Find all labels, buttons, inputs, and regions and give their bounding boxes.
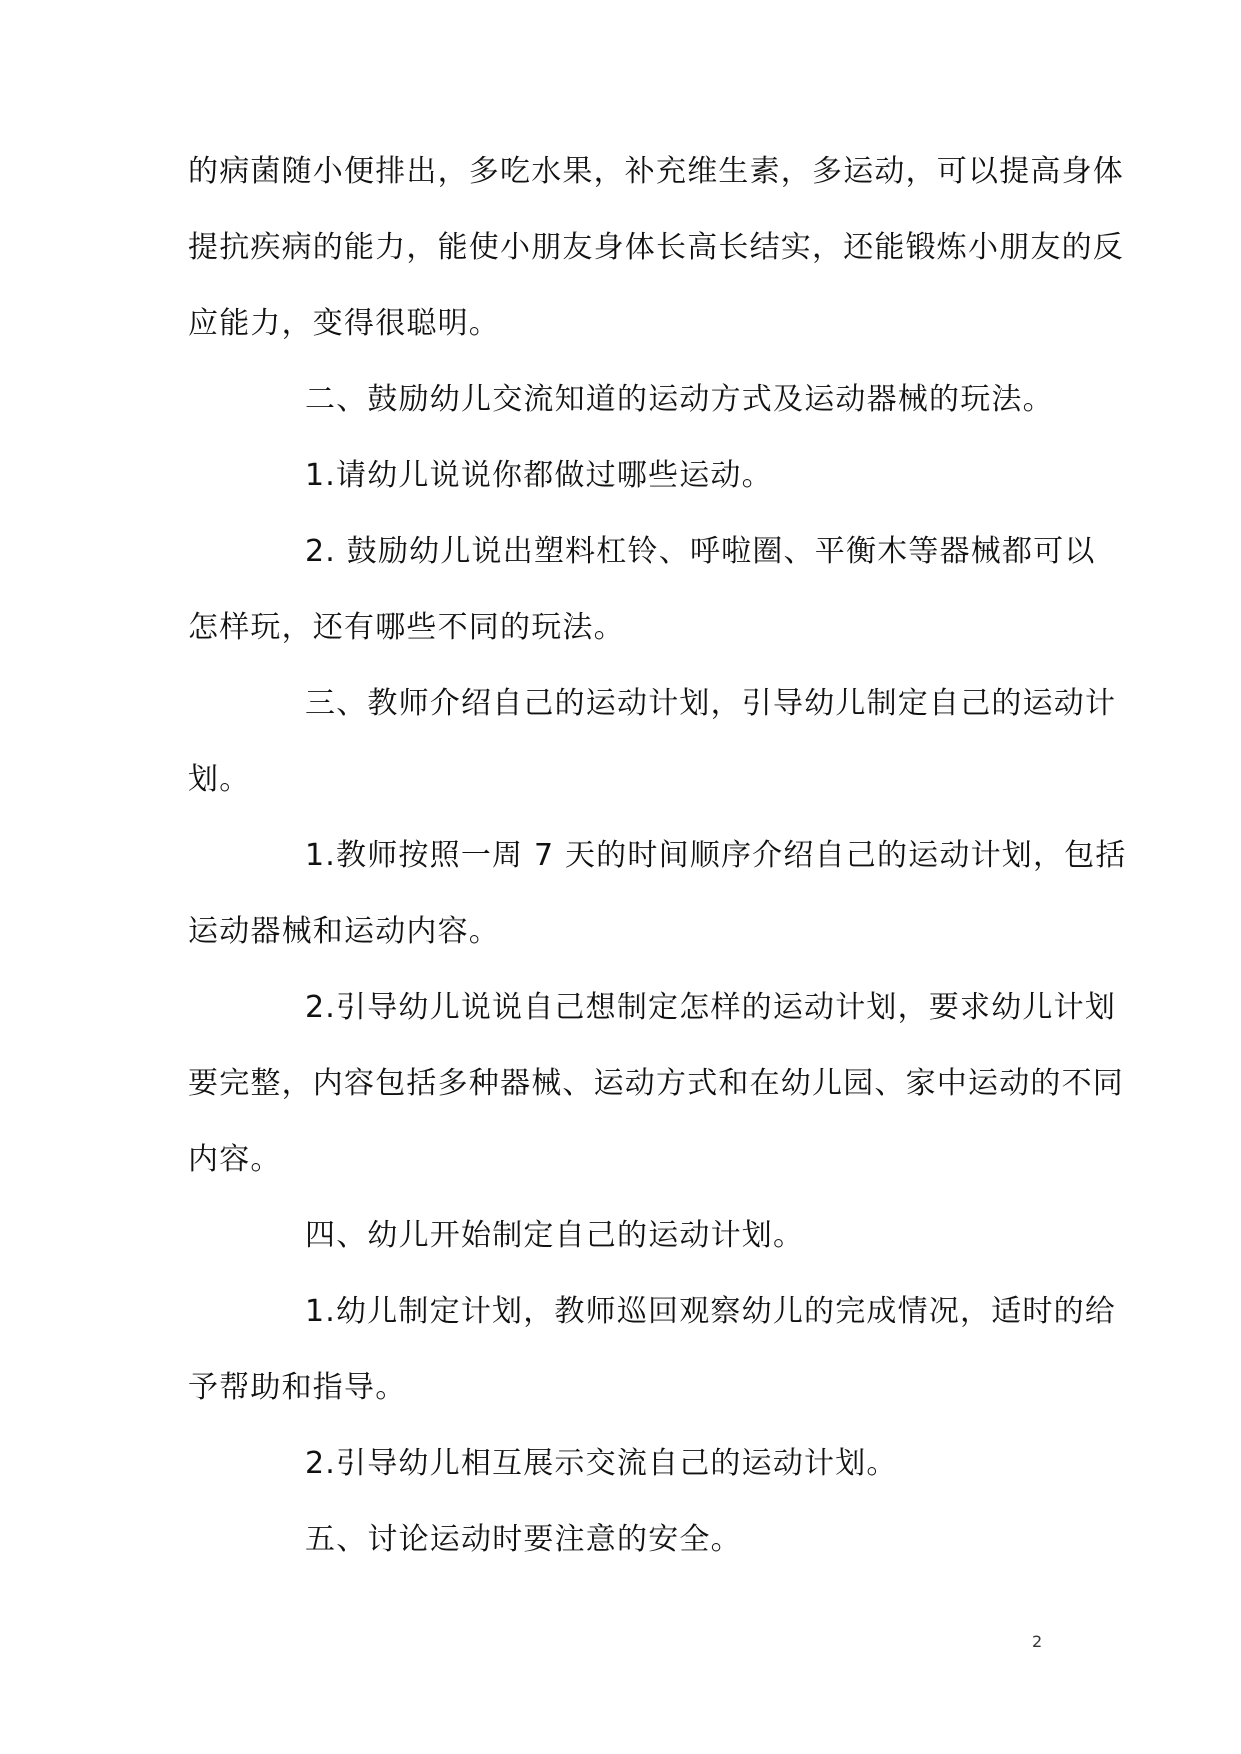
list-item: 1.请幼儿说说你都做过哪些运动。 [305,458,773,493]
text-line: 运动器械和运动内容。 [188,914,500,949]
list-item: 2.引导幼儿相互展示交流自己的运动计划。 [305,1446,898,1481]
text-line: 内容。 [188,1142,282,1177]
section-heading: 二、鼓励幼儿交流知道的运动方式及运动器械的玩法。 [305,382,1054,417]
text-line: 怎样玩，还有哪些不同的玩法。 [188,610,625,645]
text-line: 予帮助和指导。 [188,1370,407,1405]
page-number: 2 [1032,1632,1043,1651]
text-line: 要完整，内容包括多种器械、运动方式和在幼儿园、家中运动的不同 [188,1066,1124,1101]
section-heading: 五、讨论运动时要注意的安全。 [305,1522,742,1557]
text-line: 应能力，变得很聪明。 [188,306,500,341]
list-item: 2. 鼓励幼儿说出塑料杠铃、呼啦圈、平衡木等器械都可以 [305,534,1096,569]
text-line: 的病菌随小便排出，多吃水果，补充维生素，多运动，可以提高身体 [188,154,1124,189]
section-heading: 三、教师介绍自己的运动计划，引导幼儿制定自己的运动计 [305,686,1117,721]
list-item: 2.引导幼儿说说自己想制定怎样的运动计划，要求幼儿计划 [305,990,1117,1025]
list-item: 1.教师按照一周 7 天的时间顺序介绍自己的运动计划，包括 [305,838,1127,873]
section-heading: 四、幼儿开始制定自己的运动计划。 [305,1218,805,1253]
text-line: 划。 [188,762,251,797]
list-item: 1.幼儿制定计划，教师巡回观察幼儿的完成情况，适时的给 [305,1294,1117,1329]
text-line: 提抗疾病的能力，能使小朋友身体长高长结实，还能锻炼小朋友的反 [188,230,1124,265]
